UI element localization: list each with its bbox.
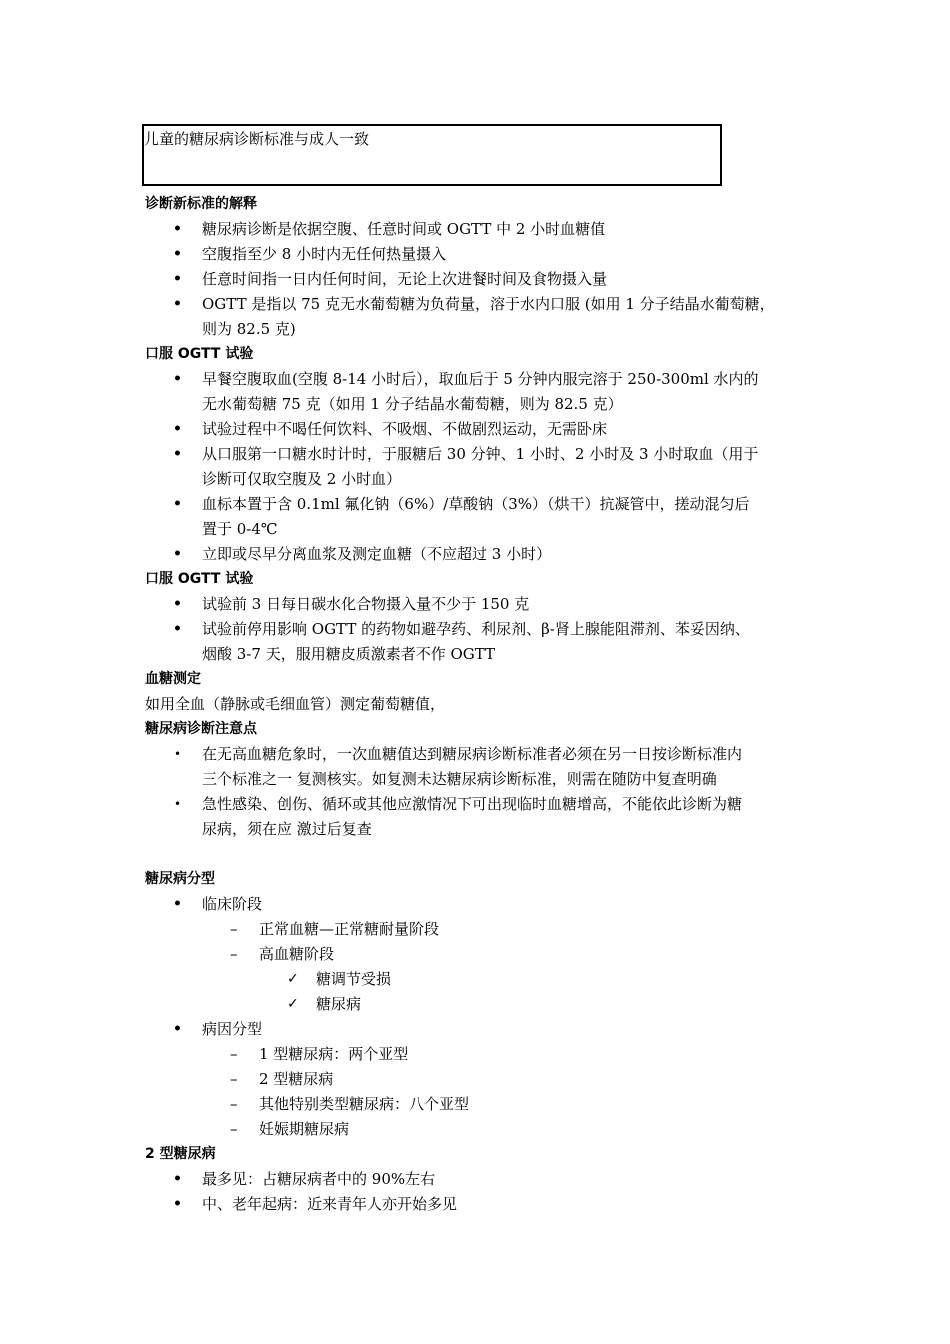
sub-list-item <box>202 1067 825 1092</box>
list-item-text: 无水葡萄糖 75 克（如用 1 分子结晶水葡萄糖，则为 82.5 克） <box>202 395 623 413</box>
list-item <box>145 542 825 567</box>
list-item-text: 尿病，须在应 激过后复查 <box>202 820 372 838</box>
list-item <box>145 267 825 292</box>
list-item-text: 病因分型 <box>202 1020 263 1038</box>
bullet-icon: • <box>173 421 182 437</box>
sub-list-item <box>202 1117 825 1142</box>
list-item <box>145 217 825 242</box>
bullet-icon: • <box>173 546 182 562</box>
list-item-text: 任意时间指一日内任何时间，无论上次进餐时间及食物摄入量 <box>202 270 608 288</box>
bullet-icon: • <box>173 296 182 312</box>
list-item-text: OGTT 是指以 75 克无水葡萄糖为负荷量，溶于水内口服 (如用 1 分子结晶水葡萄糖， <box>202 295 775 313</box>
list-item-text: 试验前停用影响 OGTT 的药物如避孕药、利尿剂、β-肾上腺能阻滞剂、苯妥因纳、 <box>202 620 750 638</box>
bullet-icon: • <box>174 797 182 811</box>
dash-icon: – <box>230 1045 238 1063</box>
bullet-icon: • <box>173 496 182 512</box>
list-item-text: 急性感染、创伤、循环或其他应激情况下可出现临时血糖增高，不能依此诊断为糖 <box>202 795 743 813</box>
document-body <box>145 192 825 1217</box>
list-item <box>145 367 825 417</box>
list-item-text: 三个标准之一 复测核实。如复测未达糖尿病诊断标准，则需在随防中复查明确 <box>202 770 717 788</box>
list-item-text: 立即或尽早分离血浆及测定血糖（不应超过 3 小时） <box>202 545 552 563</box>
list-item-text: 诊断可仅取空腹及 2 小时血） <box>202 470 402 488</box>
sub-list-item <box>202 1042 825 1067</box>
sub-sub-list-item <box>259 967 825 992</box>
bullet-list <box>145 367 825 567</box>
list-item-text: 最多见：占糖尿病者中的 90%左右 <box>202 1170 436 1188</box>
dash-icon: – <box>230 920 238 938</box>
list-item-text: 烟酸 3-7 天，服用糖皮质激素者不作 OGTT <box>202 645 496 663</box>
bullet-icon: • <box>173 246 182 262</box>
bullet-icon: • <box>174 747 182 761</box>
list-item <box>145 617 825 667</box>
list-item <box>145 292 825 342</box>
bullet-list <box>145 1167 825 1217</box>
list-item-text: 糖调节受损 <box>316 970 392 988</box>
list-item <box>145 417 825 442</box>
section-heading: 糖尿病分型 <box>145 871 215 887</box>
bullet-icon: • <box>173 596 182 612</box>
list-item-text: 1 型糖尿病：两个亚型 <box>259 1045 409 1063</box>
list-item-text: 置于 0-4℃ <box>202 520 278 538</box>
list-item <box>145 1017 825 1142</box>
spacer <box>145 842 825 867</box>
list-item <box>145 242 825 267</box>
list-item-text: 空腹指至少 8 小时内无任何热量摄入 <box>202 245 447 263</box>
list-item <box>145 592 825 617</box>
list-item <box>145 792 825 842</box>
bullet-icon: • <box>173 1171 182 1187</box>
sub-list-item <box>202 1092 825 1117</box>
dash-icon: – <box>230 1120 238 1138</box>
list-item <box>145 1192 825 1217</box>
section-heading: 2 型糖尿病 <box>145 1146 216 1162</box>
bullet-icon: • <box>173 1196 182 1212</box>
section-heading: 口服 OGTT 试验 <box>145 571 254 587</box>
sub-list-item <box>202 917 825 942</box>
sub-sub-list <box>259 967 825 1017</box>
bullet-icon: • <box>173 221 182 237</box>
dash-icon: – <box>230 1095 238 1113</box>
list-item-text: 试验过程中不喝任何饮料、不吸烟、不做剧烈运动，无需卧床 <box>202 420 608 438</box>
list-item-text: 从口服第一口糖水时计时，于服糖后 30 分钟、1 小时、2 小时及 3 小时取血（用于 <box>202 445 759 463</box>
list-item-text: 临床阶段 <box>202 895 263 913</box>
list-item <box>145 742 825 792</box>
list-item-text: 妊娠期糖尿病 <box>259 1120 350 1138</box>
section-heading: 血糖测定 <box>145 671 201 687</box>
list-item-text: 2 型糖尿病 <box>259 1070 334 1088</box>
bullet-icon: • <box>173 271 182 287</box>
sub-list-item <box>202 942 825 1017</box>
section-heading: 诊断新标准的解释 <box>145 196 257 212</box>
bullet-icon: • <box>173 371 182 387</box>
bullet-list <box>145 592 825 667</box>
paragraph: 如用全血（静脉或毛细血管）测定葡萄糖值， <box>145 695 446 713</box>
bullet-icon: • <box>173 446 182 462</box>
list-item <box>145 492 825 542</box>
bullet-list <box>145 217 825 342</box>
dash-icon: – <box>230 945 238 963</box>
list-item-text: 其他特别类型糖尿病：八个亚型 <box>259 1095 470 1113</box>
list-item-text: 中、老年起病：近来青年人亦开始多见 <box>202 1195 458 1213</box>
list-item-text: 试验前 3 日每日碳水化合物摄入量不少于 150 克 <box>202 595 530 613</box>
checkmark-icon: ✓ <box>287 971 299 987</box>
list-item <box>145 892 825 1017</box>
sub-sub-list-item <box>259 992 825 1017</box>
bullet-list <box>145 892 825 1142</box>
bullet-icon: • <box>173 896 182 912</box>
bullet-icon: • <box>173 621 182 637</box>
list-item-text: 则为 82.5 克) <box>202 320 296 338</box>
section-heading: 糖尿病诊断注意点 <box>145 721 257 737</box>
callout-box <box>142 124 722 186</box>
list-item-text: 糖尿病诊断是依据空腹、任意时间或 OGTT 中 2 小时血糖值 <box>202 220 606 238</box>
list-item-text: 糖尿病 <box>316 995 362 1013</box>
list-item-text: 高血糖阶段 <box>259 945 335 963</box>
list-item <box>145 442 825 492</box>
sub-list <box>202 1042 825 1142</box>
sub-list <box>202 917 825 1017</box>
list-item-text: 在无高血糖危象时，一次血糖值达到糖尿病诊断标准者必须在另一日按诊断标准内 <box>202 745 743 763</box>
checkmark-icon: ✓ <box>287 996 299 1012</box>
dash-icon: – <box>230 1070 238 1088</box>
list-item <box>145 1167 825 1192</box>
bullet-icon: • <box>173 1021 182 1037</box>
section-heading: 口服 OGTT 试验 <box>145 346 254 362</box>
list-item-text: 血标本置于含 0.1ml 氟化钠（6%）/草酸钠（3%）（烘干）抗凝管中，搓动混匀后 <box>202 495 750 513</box>
list-item-text: 早餐空腹取血(空腹 8-14 小时后），取血后于 5 分钟内服完溶于 250-300ml 水内的 <box>202 370 759 388</box>
bullet-list <box>145 742 825 842</box>
callout-text: 儿童的糖尿病诊断标准与成人一致 <box>144 130 370 148</box>
list-item-text: 正常血糖—正常糖耐量阶段 <box>259 920 440 938</box>
